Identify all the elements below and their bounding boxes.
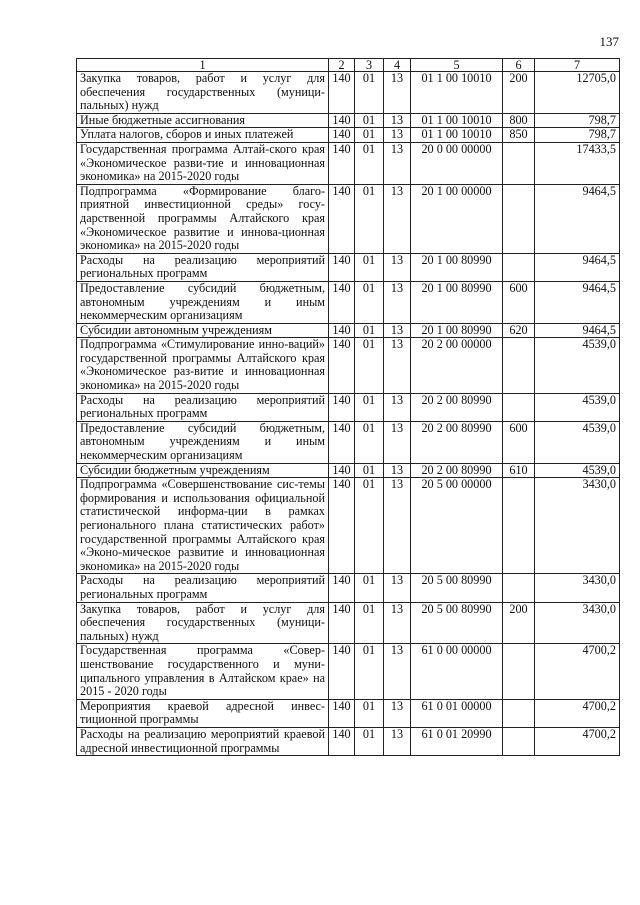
cell-description: Предоставление субсидий бюджетным, автономным учреждениям и иным некоммерческим организациям	[77, 421, 329, 463]
cell-section: 01	[355, 727, 384, 755]
cell-expense-type	[503, 727, 535, 755]
cell-subsection: 13	[384, 393, 411, 421]
cell-section: 01	[355, 602, 384, 644]
cell-section: 01	[355, 393, 384, 421]
cell-description: Расходы на реализацию мероприятий краевой адресной инвестиционной программы	[77, 727, 329, 755]
cell-amount: 4700,2	[535, 699, 620, 727]
cell-amount: 17433,5	[535, 142, 620, 184]
cell-target-article: 20 2 00 00000	[411, 338, 503, 393]
cell-subsection: 13	[384, 113, 411, 128]
cell-ministry-code: 140	[329, 253, 355, 281]
cell-amount: 4539,0	[535, 421, 620, 463]
table-row	[77, 72, 620, 114]
cell-section: 01	[355, 644, 384, 699]
cell-amount: 9464,5	[535, 253, 620, 281]
header-col-6: 6	[503, 59, 535, 72]
cell-target-article: 20 5 00 00000	[411, 478, 503, 574]
cell-expense-type: 200	[503, 72, 535, 114]
cell-description: Предоставление субсидий бюджетным, автономным учреждениям и иным некоммерческим организациям	[77, 281, 329, 323]
cell-target-article: 20 2 00 80990	[411, 463, 503, 478]
cell-section: 01	[355, 128, 384, 143]
cell-amount: 12705,0	[535, 72, 620, 114]
cell-ministry-code: 140	[329, 602, 355, 644]
cell-section: 01	[355, 281, 384, 323]
cell-section: 01	[355, 421, 384, 463]
cell-target-article: 20 2 00 80990	[411, 393, 503, 421]
table-row	[77, 338, 620, 393]
cell-description: Подпрограмма «Формирование благо-приятной инвестиционной среды» госу-дарственной программы Алтайского края «Экономическое развитие и иннова-ционная экономика» на 2015-2020 годы	[77, 184, 329, 253]
cell-subsection: 13	[384, 644, 411, 699]
cell-expense-type: 620	[503, 323, 535, 338]
cell-section: 01	[355, 113, 384, 128]
cell-amount: 3430,0	[535, 602, 620, 644]
cell-expense-type	[503, 393, 535, 421]
cell-amount: 798,7	[535, 128, 620, 143]
cell-target-article: 20 0 00 00000	[411, 142, 503, 184]
cell-description: Закупка товаров, работ и услуг для обеспечения государственных (муници-пальных) нужд	[77, 602, 329, 644]
cell-ministry-code: 140	[329, 128, 355, 143]
cell-amount: 4700,2	[535, 727, 620, 755]
header-col-2: 2	[329, 59, 355, 72]
cell-description: Иные бюджетные ассигнования	[77, 113, 329, 128]
table-row	[77, 128, 620, 143]
cell-description: Субсидии бюджетным учреждениям	[77, 463, 329, 478]
table-row	[77, 699, 620, 727]
cell-ministry-code: 140	[329, 463, 355, 478]
cell-expense-type	[503, 478, 535, 574]
cell-ministry-code: 140	[329, 393, 355, 421]
cell-expense-type: 610	[503, 463, 535, 478]
cell-amount: 4539,0	[535, 393, 620, 421]
cell-ministry-code: 140	[329, 323, 355, 338]
table-row	[77, 113, 620, 128]
table-row	[77, 323, 620, 338]
cell-target-article: 01 1 00 10010	[411, 72, 503, 114]
cell-ministry-code: 140	[329, 184, 355, 253]
cell-expense-type	[503, 253, 535, 281]
table-header-row	[77, 59, 620, 72]
cell-subsection: 13	[384, 463, 411, 478]
table-row	[77, 478, 620, 574]
cell-description: Закупка товаров, работ и услуг для обеспечения государственных (муници-пальных) нужд	[77, 72, 329, 114]
table-row	[77, 602, 620, 644]
cell-subsection: 13	[384, 128, 411, 143]
cell-target-article: 20 1 00 00000	[411, 184, 503, 253]
cell-description: Расходы на реализацию мероприятий региональных программ	[77, 393, 329, 421]
cell-subsection: 13	[384, 253, 411, 281]
cell-subsection: 13	[384, 727, 411, 755]
cell-target-article: 61 0 00 00000	[411, 644, 503, 699]
budget-table	[76, 58, 620, 756]
cell-expense-type: 600	[503, 421, 535, 463]
table-row	[77, 727, 620, 755]
cell-section: 01	[355, 253, 384, 281]
cell-target-article: 20 2 00 80990	[411, 421, 503, 463]
cell-subsection: 13	[384, 602, 411, 644]
header-col-3: 3	[355, 59, 384, 72]
cell-amount: 4700,2	[535, 644, 620, 699]
header-col-4: 4	[384, 59, 411, 72]
cell-expense-type	[503, 184, 535, 253]
cell-description: Расходы на реализацию мероприятий региональных программ	[77, 574, 329, 602]
cell-section: 01	[355, 323, 384, 338]
page-number: 137	[599, 34, 619, 49]
cell-target-article: 61 0 01 00000	[411, 699, 503, 727]
cell-amount: 9464,5	[535, 184, 620, 253]
cell-subsection: 13	[384, 338, 411, 393]
cell-subsection: 13	[384, 323, 411, 338]
cell-ministry-code: 140	[329, 478, 355, 574]
table-row	[77, 393, 620, 421]
header-col-1: 1	[77, 59, 329, 72]
cell-ministry-code: 140	[329, 72, 355, 114]
cell-amount: 4539,0	[535, 338, 620, 393]
cell-target-article: 20 1 00 80990	[411, 281, 503, 323]
cell-section: 01	[355, 574, 384, 602]
cell-ministry-code: 140	[329, 421, 355, 463]
cell-section: 01	[355, 184, 384, 253]
cell-target-article: 20 5 00 80990	[411, 574, 503, 602]
header-col-7: 7	[535, 59, 620, 72]
table-row	[77, 421, 620, 463]
cell-section: 01	[355, 478, 384, 574]
cell-expense-type	[503, 574, 535, 602]
cell-amount: 9464,5	[535, 323, 620, 338]
cell-description: Субсидии автономным учреждениям	[77, 323, 329, 338]
cell-description: Расходы на реализацию мероприятий региональных программ	[77, 253, 329, 281]
cell-expense-type: 850	[503, 128, 535, 143]
cell-ministry-code: 140	[329, 699, 355, 727]
table-row	[77, 253, 620, 281]
cell-ministry-code: 140	[329, 644, 355, 699]
cell-subsection: 13	[384, 478, 411, 574]
cell-target-article: 61 0 01 20990	[411, 727, 503, 755]
cell-target-article: 20 5 00 80990	[411, 602, 503, 644]
cell-ministry-code: 140	[329, 281, 355, 323]
cell-subsection: 13	[384, 72, 411, 114]
cell-expense-type: 800	[503, 113, 535, 128]
cell-expense-type	[503, 699, 535, 727]
cell-subsection: 13	[384, 699, 411, 727]
cell-section: 01	[355, 699, 384, 727]
cell-target-article: 20 1 00 80990	[411, 253, 503, 281]
table-row	[77, 184, 620, 253]
table-row	[77, 574, 620, 602]
cell-ministry-code: 140	[329, 142, 355, 184]
cell-description: Подпрограмма «Стимулирование инно-ваций» государственной программы Алтайского края «Экономическое раз-витие и инновационная экономика» на 2015-2020 годы	[77, 338, 329, 393]
cell-ministry-code: 140	[329, 338, 355, 393]
cell-amount: 798,7	[535, 113, 620, 128]
cell-amount: 9464,5	[535, 281, 620, 323]
cell-expense-type	[503, 644, 535, 699]
cell-description: Уплата налогов, сборов и иных платежей	[77, 128, 329, 143]
cell-description: Государственная программа «Совер-шенствование государственного и муни-ципального управления в Алтайском крае» на 2015 - 2020 годы	[77, 644, 329, 699]
cell-section: 01	[355, 463, 384, 478]
cell-subsection: 13	[384, 281, 411, 323]
cell-amount: 3430,0	[535, 478, 620, 574]
cell-section: 01	[355, 72, 384, 114]
cell-expense-type	[503, 142, 535, 184]
cell-target-article: 01 1 00 10010	[411, 128, 503, 143]
cell-expense-type: 200	[503, 602, 535, 644]
cell-ministry-code: 140	[329, 574, 355, 602]
cell-expense-type	[503, 338, 535, 393]
cell-subsection: 13	[384, 184, 411, 253]
cell-subsection: 13	[384, 142, 411, 184]
cell-section: 01	[355, 142, 384, 184]
cell-subsection: 13	[384, 421, 411, 463]
cell-expense-type: 600	[503, 281, 535, 323]
cell-ministry-code: 140	[329, 727, 355, 755]
cell-subsection: 13	[384, 574, 411, 602]
cell-description: Подпрограмма «Совершенствование сис-темы формирования и использования официальной статистической информа-ции в рамках регионального плана статистических работ» государственной программы Алтайского края «Эконо-мическое развитие и инновационная экономика» на 2015-2020 годы	[77, 478, 329, 574]
cell-target-article: 20 1 00 80990	[411, 323, 503, 338]
cell-target-article: 01 1 00 10010	[411, 113, 503, 128]
table-row	[77, 281, 620, 323]
cell-amount: 3430,0	[535, 574, 620, 602]
table-row	[77, 142, 620, 184]
cell-ministry-code: 140	[329, 113, 355, 128]
cell-description: Государственная программа Алтай-ского края «Экономическое разви-тие и инновационная экономика» на 2015-2020 годы	[77, 142, 329, 184]
cell-amount: 4539,0	[535, 463, 620, 478]
table-row	[77, 644, 620, 699]
cell-section: 01	[355, 338, 384, 393]
header-col-5: 5	[411, 59, 503, 72]
table-row	[77, 463, 620, 478]
cell-description: Мероприятия краевой адресной инвес-тиционной программы	[77, 699, 329, 727]
